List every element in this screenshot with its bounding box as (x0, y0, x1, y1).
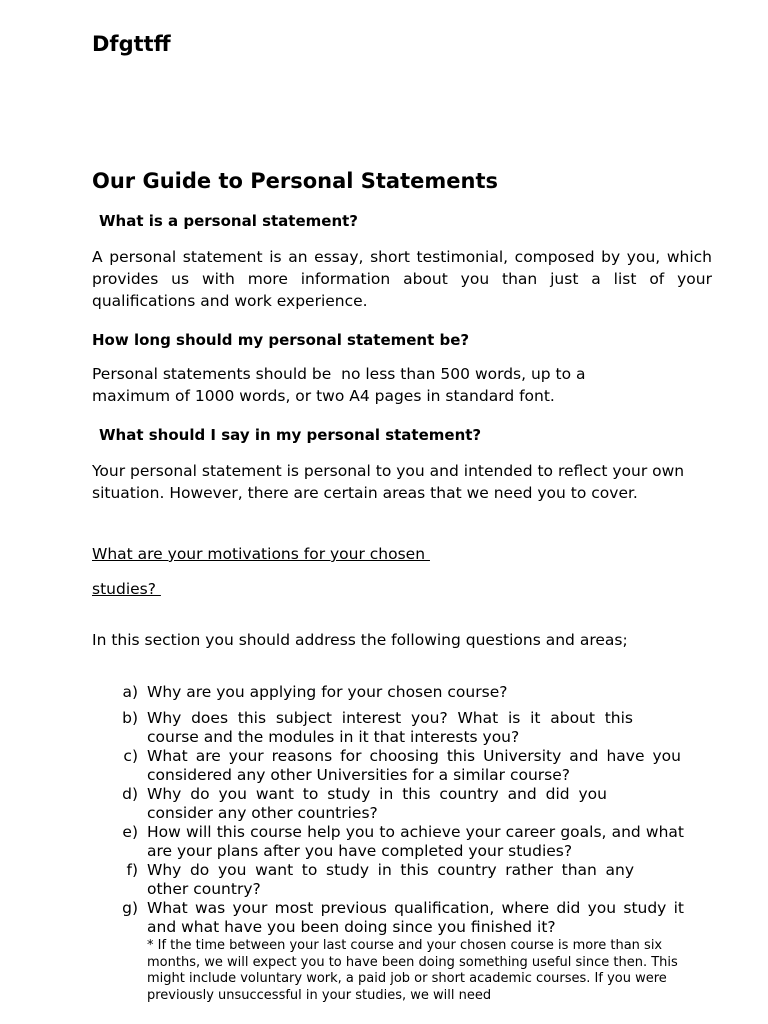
questions-intro: In this section you should address the following questions and areas; (92, 631, 628, 649)
section-heading-what-say: What should I say in my personal statement? (99, 426, 482, 444)
question-item-a (92, 683, 712, 709)
question-text: What are your reasons for choosing this University and have you considered any other Universities for a similar course? (147, 747, 681, 784)
motivation-heading-line1: What are your motivations for your chosen (92, 545, 430, 563)
motivation-heading-line2: studies? (92, 580, 161, 598)
question-item-b (92, 709, 633, 747)
footnote-six-months: * If the time between your last course and your chosen course is more than six months, we will expect you to have been doing something useful since then. This might include voluntary work, a paid job or short academic courses. If you were previously unsuccessful in your studies, we will need (147, 938, 678, 1003)
section-heading-what-is: What is a personal statement? (99, 212, 358, 230)
section-text-what-is: A personal statement is an essay, short testimonial, composed by you, which provides us with more information about you than just a list of your qualifications and work experience. (92, 248, 712, 310)
guide-title: Our Guide to Personal Statements (92, 169, 498, 193)
document-title: Dfgttff (92, 32, 171, 56)
question-item-e (92, 823, 684, 861)
question-text: How will this course help you to achieve your career goals, and what are your plans after you have completed your studies? (147, 823, 684, 860)
question-marker: c) (123, 747, 138, 765)
section-text-how-long: Personal statements should be no less than 500 words, up to a maximum of 1000 words, or two A4 pages in standard font. (92, 365, 591, 405)
question-text: What was your most previous qualification, where did you study it and what have you been doing since you finished it? (147, 899, 684, 936)
question-text: Why do you want to study in this country rather than any other country? (147, 861, 634, 898)
question-text: Why are you applying for your chosen course? (147, 683, 508, 701)
question-text: Why does this subject interest you? What is it about this course and the modules in it that interests you? (147, 709, 633, 746)
section-text-what-say: Your personal statement is personal to you and intended to reflect your own situation. However, there are certain areas that we need you to cover. (92, 462, 685, 502)
question-marker: d) (122, 785, 138, 803)
question-item-d (92, 785, 607, 823)
question-marker: a) (122, 683, 138, 701)
question-marker: b) (122, 709, 138, 727)
question-item-c (92, 747, 681, 785)
question-item-g (92, 899, 684, 937)
question-marker: e) (122, 823, 138, 841)
question-item-f (92, 861, 634, 899)
question-marker: f) (126, 861, 138, 879)
question-text: Why do you want to study in this country and did you consider any other countries? (147, 785, 607, 822)
questions-list (92, 683, 712, 937)
question-marker: g) (122, 899, 138, 917)
section-heading-how-long: How long should my personal statement be? (92, 331, 470, 349)
